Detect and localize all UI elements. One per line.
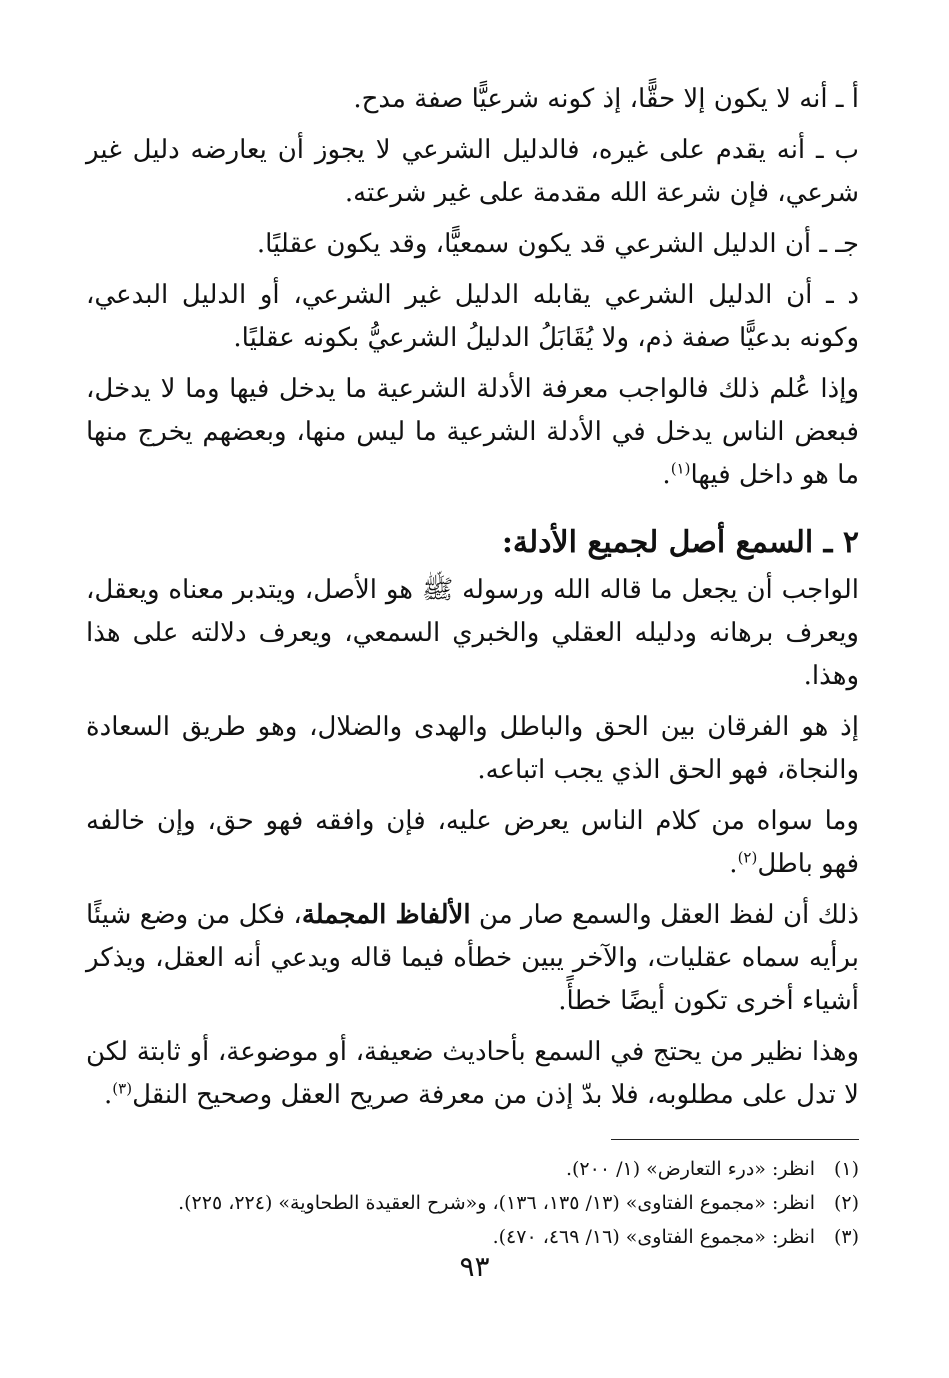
- footnote-number: (١): [833, 1158, 859, 1180]
- intro-item-d: د ـ أن الدليل الشرعي يقابله الدليل غير الشرعي، أو الدليل البدعي، وكونه بدعيًّا صفة ذم، ولا يُقَابَلُ الدليلُ الشرعيُّ بكونه عقليًا.: [86, 280, 859, 353]
- paragraph-furqan: إذ هو الفرقان بين الحق والباطل والهدى والضلال، وهو طريق السعادة والنجاة، فهو الحق الذي يجب اتباعه.: [86, 712, 859, 785]
- footnote-mark-1: (١): [670, 459, 691, 478]
- footnote-text: انظر: «مجموع الفتاوى» (١٣/ ١٣٥، ١٣٦)، و«شرح العقيدة الطحاوية» (٢٢٤، ٢٢٥).: [178, 1192, 815, 1214]
- paragraph-lafz: [86, 894, 859, 1023]
- intro-item-b: ب ـ أنه يقدم على غيره، فالدليل الشرعي لا يجوز أن يعارضه دليل غير شرعي، فإن شرعة الله مقدمة على غير شرعته.: [86, 135, 859, 208]
- footnote-1: [86, 1152, 859, 1186]
- paragraph-nazir: وهذا نظير من يحتج في السمع بأحاديث ضعيفة، أو موضوعة، أو ثابتة لكن لا تدل على مطلوبه، فلا بدّ إذن من معرفة صريح العقل وصحيح النقل$^{(٣)}$.: [86, 1037, 859, 1110]
- footnote-number: (٣): [833, 1226, 859, 1248]
- intro-item-a: أ ـ أنه لا يكون إلا حقًّا، إذ كونه شرعيًّا صفة مدح.: [353, 84, 859, 114]
- footnote-mark-3: (٣): [112, 1079, 133, 1098]
- paragraph-siwah: وما سواه من كلام الناس يعرض عليه، فإن وافقه فهو حق، وإن خالفه فهو باطل$^{(٢)}$.: [86, 806, 859, 879]
- paragraph-lafz-bold: الألفاظ المجملة: [301, 900, 471, 930]
- paragraph-siwah-text: وما سواه من كلام الناس يعرض عليه، فإن وافقه فهو حق، وإن خالفه فهو باطل: [86, 806, 859, 879]
- footnote-2: [86, 1186, 859, 1220]
- paragraph-know: وإذا عُلم ذلك فالواجب معرفة الأدلة الشرعية ما يدخل فيها وما لا يدخل، فبعض الناس يدخل في الأدلة الشرعية ما ليس منها، وبعضهم يخرج منها ما هو داخل فيها$^{(١)}$.: [86, 374, 859, 490]
- paragraph-lafz-b: ، فكل من وضع شيئًا برأيه سماه عقليات، والآخر يبين خطأه فيما قاله ويدعي أنه العقل، ويذكر أشياء أخرى تكون أيضًا خطأً.: [86, 900, 859, 1016]
- footnote-3: [86, 1220, 859, 1254]
- paragraph-wajib: الواجب أن يجعل ما قاله الله ورسوله ﷺ هو الأصل، ويتدبر معناه ويعقل، ويعرف برهانه ودليله العقلي والخبري السمعي، ويعرف دلالته على هذا وهذا.: [86, 575, 859, 691]
- footnote-separator: [611, 1139, 859, 1140]
- paragraph-know-text: وإذا عُلم ذلك فالواجب معرفة الأدلة الشرعية ما يدخل فيها وما لا يدخل، فبعض الناس يدخل في الأدلة الشرعية ما ليس منها، وبعضهم يخرج منها ما هو داخل فيها: [86, 374, 859, 490]
- paragraph-nazir-text: وهذا نظير من يحتج في السمع بأحاديث ضعيفة، أو موضوعة، أو ثابتة لكن لا تدل على مطلوبه، فلا بدّ إذن من معرفة صريح العقل وصحيح النقل: [86, 1037, 859, 1110]
- footnote-mark-2: (٢): [737, 848, 758, 867]
- page-number: ٩٣: [459, 1250, 490, 1283]
- paragraph-lafz-a: ذلك أن لفظ العقل والسمع صار من: [478, 900, 860, 930]
- section-heading: ٢ ـ السمع أصل لجميع الأدلة:: [501, 525, 859, 560]
- intro-item-c: جـ ـ أن الدليل الشرعي قد يكون سمعيًّا، وقد يكون عقليًا.: [256, 229, 859, 259]
- footnote-text: انظر: «مجموع الفتاوى» (١٦/ ٤٦٩، ٤٧٠).: [492, 1226, 815, 1248]
- footnote-number: (٢): [833, 1192, 859, 1214]
- footnotes: [86, 1152, 859, 1254]
- footnote-text: انظر: «درء التعارض» (١/ ٢٠٠).: [565, 1158, 815, 1180]
